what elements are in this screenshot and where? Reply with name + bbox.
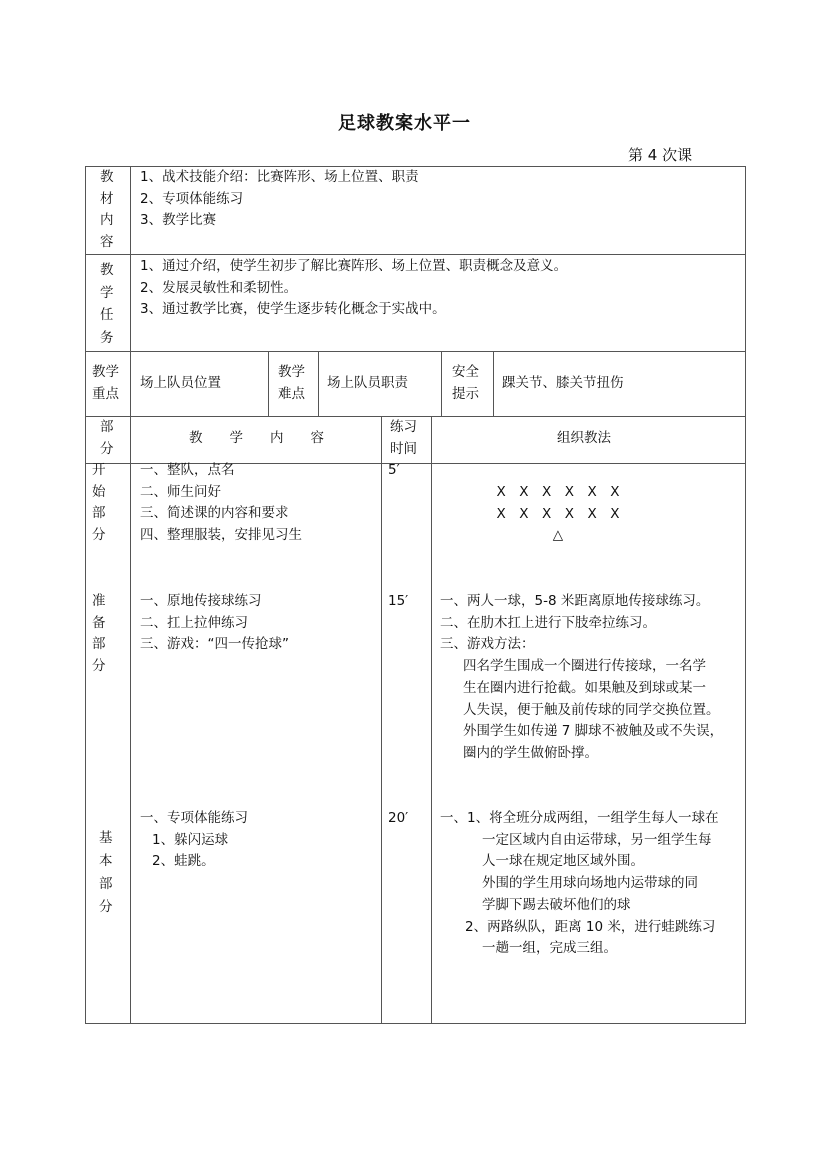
- section-label-opening: [92, 460, 106, 547]
- label-line: 时间: [390, 440, 417, 457]
- formation-diagram: [493, 482, 623, 547]
- content-line: 一、原地传接球练习: [140, 593, 262, 609]
- method-line: 人一球在规定地区域外围。: [482, 853, 644, 870]
- section-label-basic: [99, 827, 113, 919]
- materials-content: [140, 167, 419, 232]
- section-method-basic: [440, 808, 719, 960]
- method-line: 四名学生围成一个圈进行传接球，一名学: [463, 658, 706, 675]
- difficulty-value: 场上队员职责: [327, 375, 408, 391]
- method-line: 外围学生如传递 7 脚球不被触及或不失误，: [463, 723, 724, 740]
- section-content-opening: [140, 460, 302, 547]
- label-char: 准: [92, 593, 106, 609]
- difficulty-label: [278, 362, 305, 405]
- content-line: 2、蛙跳。: [152, 853, 215, 870]
- tasks-content: [140, 256, 567, 321]
- tasks-line: 2、发展灵敏性和柔韧性。: [140, 279, 298, 296]
- label-char: 部: [92, 636, 106, 653]
- section-label-preparation: [92, 591, 106, 678]
- content-line: 四、整理服装，安排见习生: [140, 527, 302, 544]
- section-method-preparation: [440, 591, 723, 765]
- materials-line: 3、教学比赛: [140, 212, 217, 229]
- materials-label: [100, 167, 114, 254]
- method-line: 二、在肋木扛上进行下肢牵拉练习。: [440, 614, 656, 631]
- key-point-value: 场上队员位置: [140, 375, 221, 391]
- formation-row: X X X X X X: [496, 484, 620, 500]
- tasks-line: 3、通过教学比赛，使学生逐步转化概念于实战中。: [140, 301, 446, 318]
- label-char: 分: [92, 658, 106, 675]
- content-line: 一、整队，点名: [140, 462, 235, 478]
- materials-line: 1、战术技能介绍：比赛阵形、场上位置、职责: [140, 169, 419, 185]
- content-line: 二、扛上拉伸练习: [140, 614, 248, 631]
- method-line: 生在圈内进行抢截。如果触及到球或某一: [463, 679, 706, 696]
- label-line: 难点: [278, 385, 305, 402]
- label-char: 务: [100, 329, 114, 346]
- content-line: 二、师生问好: [140, 483, 221, 500]
- label-char: 任: [100, 307, 114, 323]
- method-line: 圈内的学生做俯卧撑。: [463, 744, 598, 761]
- method-line: 2、两路纵队，距离 10 米，进行蛙跳练习: [465, 918, 716, 935]
- teacher-triangle-icon: △: [552, 527, 564, 544]
- tasks-label: [100, 259, 114, 349]
- section-content-basic: [140, 808, 248, 873]
- label-char: 内: [100, 212, 114, 229]
- method-line: 一趟一组，完成三组。: [482, 940, 617, 957]
- section-time-opening: 5′: [388, 462, 400, 478]
- safety-value: 踝关节、膝关节扭伤: [502, 375, 624, 391]
- content-line: 一、专项体能练习: [140, 810, 248, 826]
- label-line: 安全: [452, 364, 479, 380]
- formation-row: X X X X X X: [496, 505, 620, 522]
- label-char: 部: [100, 419, 114, 435]
- safety-label: [452, 362, 479, 405]
- section-content-preparation: [140, 591, 289, 656]
- header-part: [100, 417, 114, 460]
- header-time: [390, 417, 417, 460]
- label-char: 教: [100, 262, 114, 278]
- label-char: 分: [99, 899, 113, 915]
- label-char: 备: [92, 614, 106, 631]
- header-method: 组织教法: [557, 430, 611, 446]
- content-line: 三、游戏：“四一传抢球”: [140, 636, 289, 653]
- method-line: 外围的学生用球向场地内运带球的同: [482, 875, 698, 892]
- content-line: 三、简述课的内容和要求: [140, 505, 289, 522]
- method-line: 一、两人一球，5-8 米距离原地传接球练习。: [440, 593, 710, 609]
- label-char: 部: [99, 876, 113, 892]
- label-char: 分: [92, 527, 106, 544]
- key-point-label: [92, 362, 119, 405]
- label-char: 容: [100, 234, 114, 251]
- page-title: 足球教案水平一: [338, 113, 471, 134]
- label-char: 本: [99, 853, 113, 869]
- label-line: 教学: [92, 364, 119, 380]
- method-line: 三、游戏方法：: [440, 636, 535, 653]
- method-line: 学脚下踢去破坏他们的球: [482, 896, 631, 913]
- lesson-number: 第 4 次课: [628, 146, 693, 164]
- label-line: 提示: [452, 385, 479, 402]
- label-char: 部: [92, 505, 106, 522]
- materials-line: 2、专项体能练习: [140, 190, 244, 207]
- method-line: 一定区域内自由运带球，另一组学生每: [482, 831, 712, 848]
- label-line: 重点: [92, 385, 119, 402]
- label-char: 教: [100, 169, 114, 185]
- header-content: 教 学 内 容: [189, 430, 324, 446]
- label-char: 分: [100, 440, 114, 457]
- label-line: 教学: [278, 364, 305, 380]
- label-line: 练习: [390, 419, 417, 435]
- label-char: 开: [92, 462, 106, 478]
- label-char: 材: [100, 190, 114, 207]
- label-char: 始: [92, 483, 106, 500]
- tasks-line: 1、通过介绍，使学生初步了解比赛阵形、场上位置、职责概念及意义。: [140, 258, 568, 274]
- label-char: 基: [99, 830, 113, 846]
- section-time-basic: 20′: [388, 810, 409, 826]
- section-time-preparation: 15′: [388, 593, 409, 609]
- method-line: 一、1、将全班分成两组，一组学生每人一球在: [440, 810, 719, 826]
- content-line: 1、躲闪运球: [152, 831, 229, 848]
- method-line: 人失误，便于触及前传球的同学交换位置。: [463, 701, 720, 718]
- label-char: 学: [100, 284, 114, 301]
